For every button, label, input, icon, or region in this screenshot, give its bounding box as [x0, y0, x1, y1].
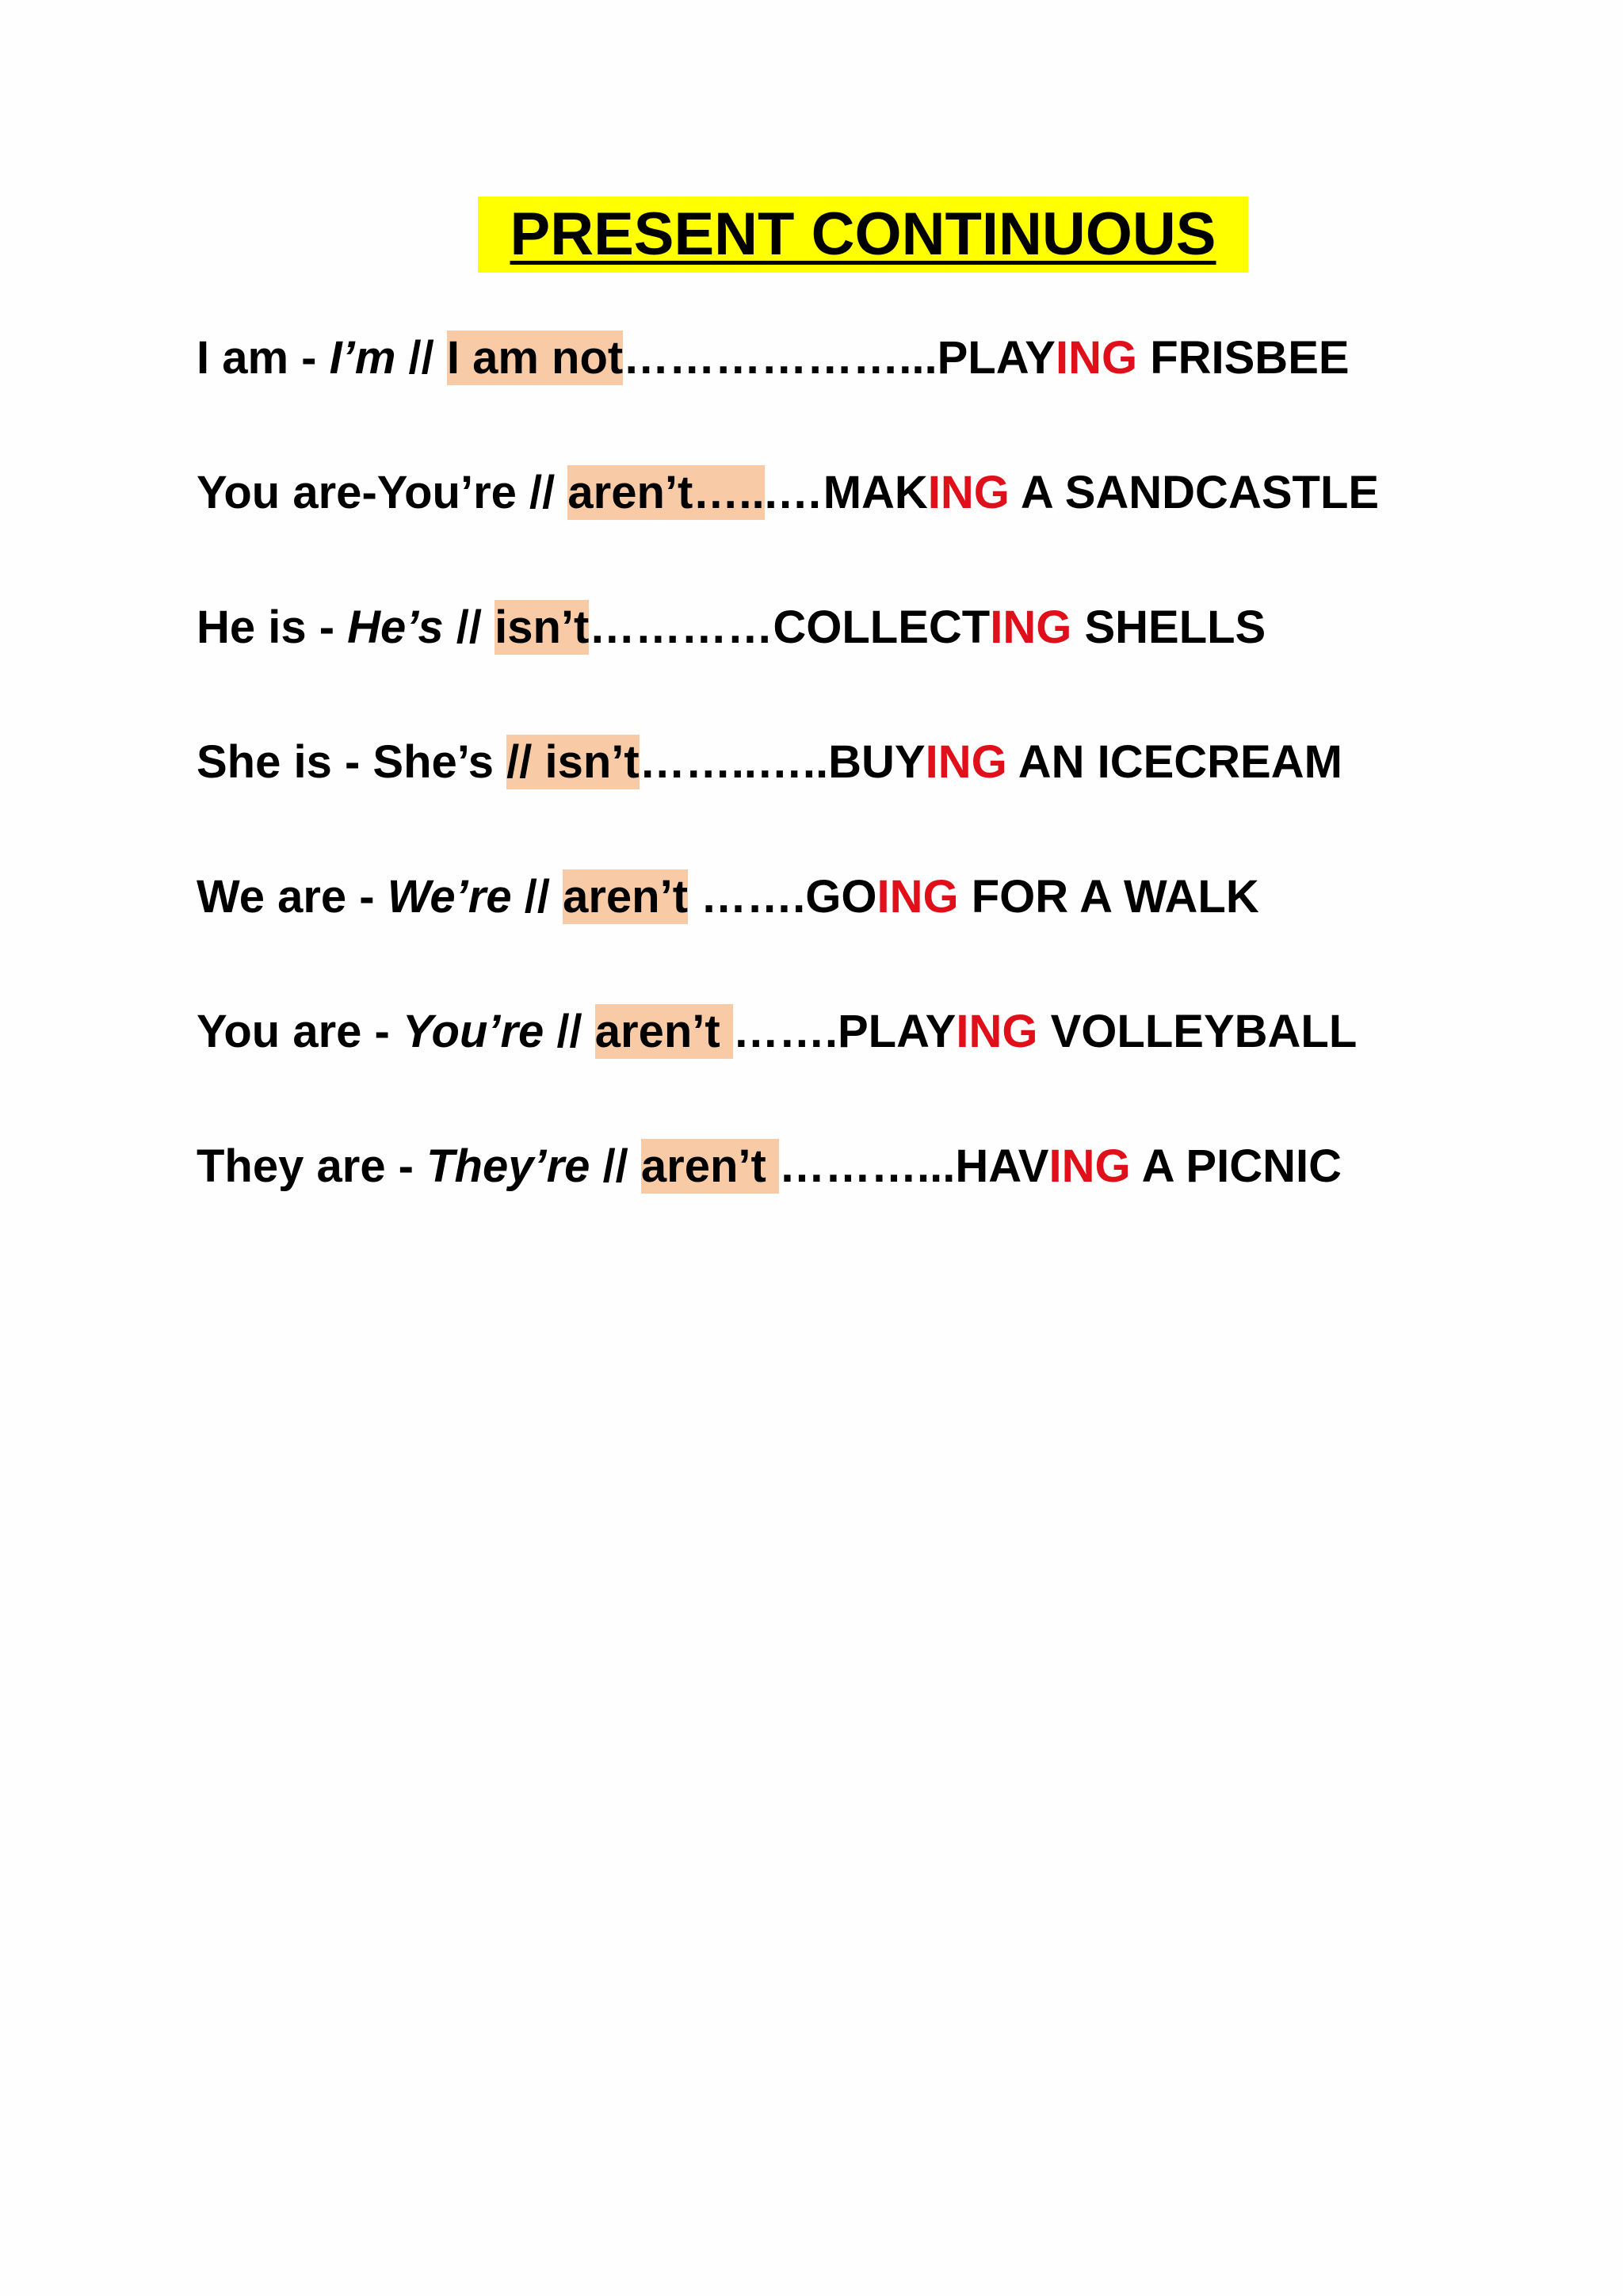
- object-text: FOR A WALK: [958, 871, 1259, 923]
- subject-text: You are -: [197, 1006, 403, 1057]
- ing-suffix: ING: [925, 736, 1007, 788]
- ing-suffix: ING: [1055, 332, 1138, 384]
- ing-suffix: ING: [990, 602, 1072, 653]
- verb-stem: PLAY: [837, 1006, 957, 1057]
- contraction-text: He’s: [347, 602, 444, 653]
- subject-text: We are -: [197, 871, 388, 923]
- contraction-text: You’re: [402, 1006, 544, 1057]
- subject-text: He is -: [197, 602, 348, 653]
- sentence-line: [197, 461, 1379, 525]
- separator-text: //: [395, 332, 447, 384]
- ing-suffix: ING: [927, 467, 1010, 518]
- dots-text: …….: [732, 1006, 838, 1057]
- sentence-line: [197, 731, 1342, 794]
- object-text: VOLLEYBALL: [1037, 1006, 1358, 1057]
- sentence-line: [197, 596, 1266, 659]
- object-text: AN ICECREAM: [1006, 736, 1342, 788]
- negative-form: // isn’t: [506, 736, 640, 788]
- negative-form: aren’t: [640, 1140, 779, 1192]
- dots-text: …….: [688, 871, 806, 923]
- page-title: PRESENT CONTINUOUS: [478, 197, 1248, 273]
- dots-text: ………………...: [623, 332, 938, 384]
- object-text: FRISBEE: [1137, 332, 1350, 384]
- dots-text: .…: [764, 467, 823, 518]
- negative-form: aren’t: [563, 871, 689, 923]
- object-text: SHELLS: [1071, 602, 1266, 653]
- separator-text: //: [511, 871, 563, 923]
- sentence-line: [197, 327, 1350, 390]
- subject-text: She is - She’s: [197, 736, 507, 788]
- negative-form: aren’t: [594, 1006, 733, 1057]
- dots-text: ………...: [778, 1140, 956, 1192]
- subject-text: I am -: [197, 332, 330, 384]
- separator-text: //: [590, 1140, 641, 1192]
- dots-text: ……..…..: [639, 736, 829, 788]
- ing-suffix: ING: [1048, 1140, 1131, 1192]
- negative-form: isn’t: [495, 602, 590, 653]
- contraction-text: I’m: [329, 332, 396, 384]
- verb-stem: COLLECT: [773, 602, 991, 653]
- sentence-line: [197, 865, 1259, 929]
- ing-suffix: ING: [956, 1006, 1038, 1057]
- verb-stem: MAK: [823, 467, 928, 518]
- verb-stem: GO: [805, 871, 877, 923]
- sentence-line: [197, 1135, 1342, 1198]
- dots-text: …………: [589, 602, 773, 653]
- verb-stem: PLAY: [937, 332, 1056, 384]
- ing-suffix: ING: [876, 871, 959, 923]
- object-text: A PICNIC: [1130, 1140, 1342, 1192]
- subject-text: You are-You’re //: [197, 467, 568, 518]
- verb-stem: HAV: [955, 1140, 1049, 1192]
- verb-stem: BUY: [828, 736, 926, 788]
- subject-text: They are -: [197, 1140, 427, 1192]
- contraction-text: They’re: [426, 1140, 590, 1192]
- contraction-text: We’re: [387, 871, 512, 923]
- separator-text: //: [443, 602, 495, 653]
- sentence-line: [197, 1000, 1357, 1064]
- separator-text: //: [544, 1006, 595, 1057]
- negative-form: I am not: [446, 332, 624, 384]
- negative-form: aren’t…..: [567, 467, 765, 518]
- object-text: A SANDCASTLE: [1009, 467, 1380, 518]
